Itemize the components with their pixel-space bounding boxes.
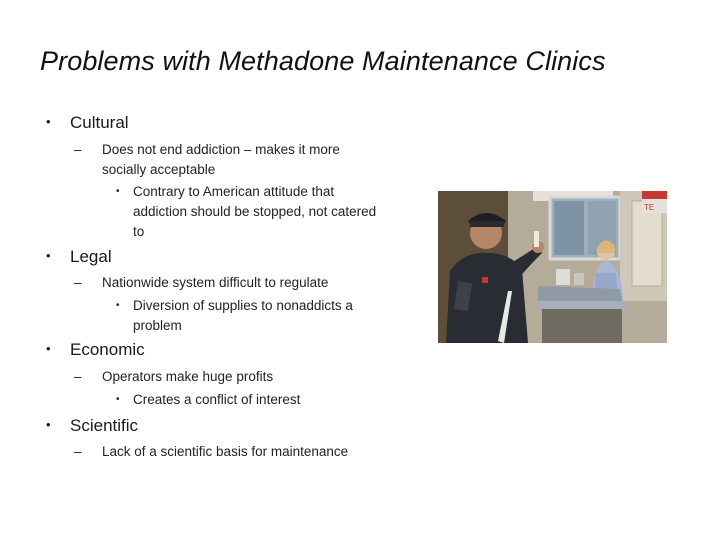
subpoint-text: Contrary to American attitude that addiction should be stopped, not catered to	[133, 184, 377, 239]
section-heading-legal	[46, 247, 112, 267]
bullet-icon: •	[116, 300, 120, 311]
bullet-icon: •	[46, 114, 51, 129]
dash-icon: –	[74, 275, 82, 290]
section-heading-cultural	[46, 113, 129, 133]
bullet-icon: •	[116, 394, 120, 405]
section-heading-economic	[46, 340, 145, 360]
section-label: Cultural	[70, 113, 129, 132]
point-economic-1	[74, 367, 372, 387]
subpoint-economic-1	[116, 390, 383, 410]
subpoint-text: Diversion of supplies to nonaddicts a problem	[133, 298, 353, 333]
point-text: Lack of a scientific basis for maintenance	[102, 444, 349, 459]
point-text: Operators make huge profits	[102, 369, 274, 384]
dash-icon: –	[74, 369, 82, 384]
clinic-photo	[438, 191, 667, 343]
bullet-icon: •	[46, 417, 51, 432]
section-label: Economic	[70, 340, 145, 359]
dash-icon: –	[74, 142, 82, 157]
section-label: Legal	[70, 247, 112, 266]
section-label: Scientific	[70, 416, 139, 435]
subpoint-legal-1	[116, 296, 383, 336]
point-legal-1	[74, 273, 372, 293]
bullet-icon: •	[46, 341, 51, 356]
sign-text: TE	[644, 203, 655, 212]
point-text: Nationwide system difficult to regulate	[102, 275, 329, 290]
point-cultural-1	[74, 140, 372, 180]
dash-icon: –	[74, 444, 82, 459]
point-scientific-1	[74, 442, 372, 462]
section-heading-scientific	[46, 416, 138, 436]
slide-title: Problems with Methadone Maintenance Clinics	[40, 46, 606, 76]
subpoint-cultural-1	[116, 182, 383, 242]
subpoint-text: Creates a conflict of interest	[133, 392, 301, 407]
bullet-icon: •	[46, 248, 51, 263]
bullet-icon: •	[116, 186, 120, 197]
point-text: Does not end addiction – makes it more socially acceptable	[102, 142, 340, 177]
